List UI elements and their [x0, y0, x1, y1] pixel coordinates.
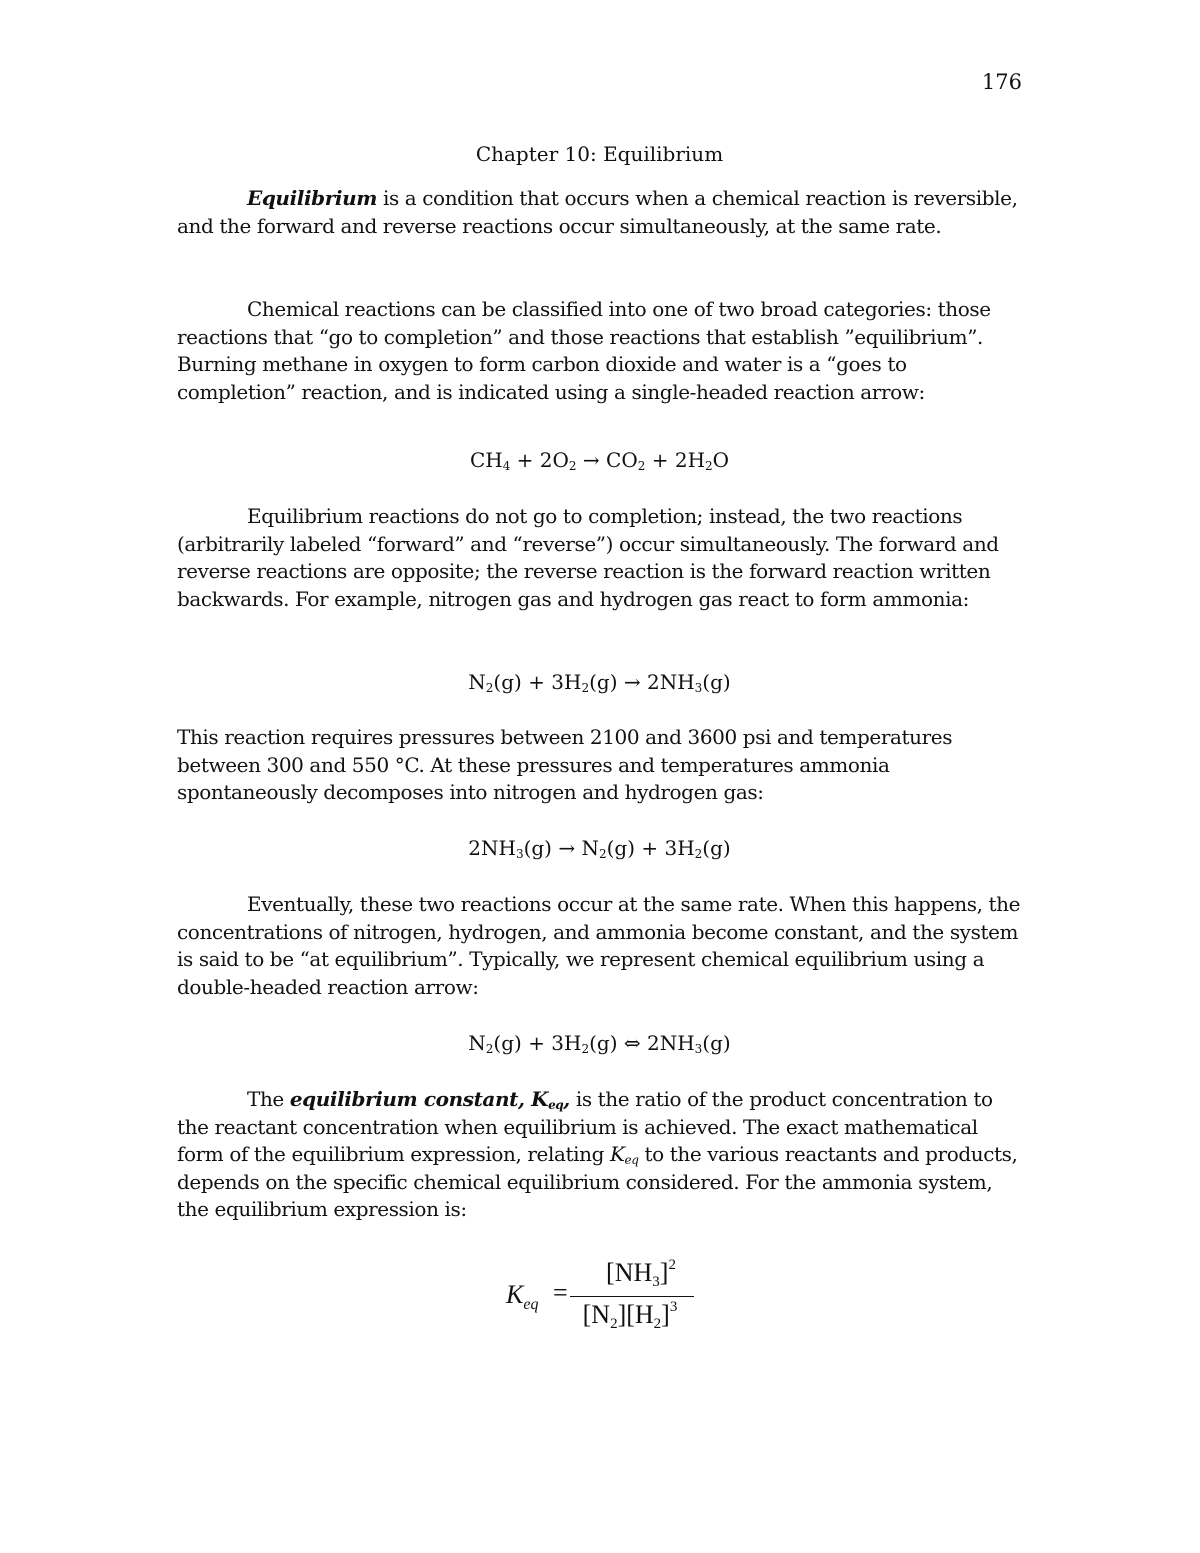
equilibrium-expression-formula	[500, 1258, 700, 1348]
term-equilibrium: Equilibrium	[247, 186, 377, 210]
formula-equals: =	[553, 1278, 568, 1307]
formula-numerator: $[NH_3]^2$	[606, 1257, 676, 1290]
chapter-title: Chapter 10: Equilibrium	[475, 142, 724, 166]
page-number: 176	[981, 70, 1022, 94]
formula-denominator: $[N_2][H_2]^3$	[582, 1299, 678, 1332]
equation-methane-combustion: $CH_4 + 2O_2 \to CO_2 + 2H_2O$	[469, 448, 730, 473]
paragraph-equilibrium-reactions: Equilibrium reactions do not go to completion; instead, the two reactions (arbitrarily labeled “forward” and “reverse”) occur simultaneously. The forward and reverse reactions are opposite; the reverse reaction is the forward reaction written backwards. For example, nitrogen gas and hydrogen gas react to form ammonia:	[177, 504, 999, 611]
paragraph-equilibrium-definition	[177, 185, 1022, 240]
paragraph-reaction-categories: Chemical reactions can be classified into one of two broad categories: those reactions that “go to completion” and those reactions that establish ”equilibrium”. Burning methane in oxygen to form carbon dioxide and water is a “goes to completion” reaction, and is indicated using a single-headed reaction arrow:	[177, 297, 991, 404]
equation-ammonia-forward: $N_2(g) + 3H_2(g) \to 2NH_3(g)$	[468, 670, 731, 695]
equation-ammonia-reverse: $2NH_3(g) \to N_2(g) + 3H_2(g)$	[468, 836, 731, 861]
term-equilibrium-constant: equilibrium constant, $K_{eq}$,	[289, 1087, 570, 1112]
symbol-keq: $K_{eq}$	[609, 1142, 639, 1167]
paragraph-equilibrium-constant: The equilibrium constant, $K_{eq}$, is the ratio of the product concentration to the reactant concentration when equilibrium is achieved. The exact mathematical form of the equilibrium expression, relating $K_{eq}$ to the various reactants and products, depends on the specific chemical equilibrium considered. For the ammonia system, the equilibrium expression is:	[177, 1087, 1018, 1221]
equation-ammonia-equilibrium: $N_2(g) + 3H_2(g)$ ⇔ $2NH_3(g)$	[468, 1031, 731, 1056]
formula-lhs: $K_{eq}$	[506, 1280, 539, 1313]
paragraph-equal-rates: Eventually, these two reactions occur at the same rate. When this happens, the concentrations of nitrogen, hydrogen, and ammonia become constant, and the system is said to be “at equilibrium”. Typically, we represent chemical equilibrium using a double-headed reaction arrow:	[177, 892, 1021, 999]
definition-text: is a condition that occurs when a chemical reaction is reversible, and the forward and reverse reactions occur simultaneously, at the same rate.	[177, 186, 1018, 238]
paragraph-reaction-conditions: This reaction requires pressures between 2100 and 3600 psi and temperatures between 300 and 550 °C. At these pressures and temperatures ammonia spontaneously decomposes into nitrogen and hydrogen gas:	[177, 725, 953, 804]
fraction-bar	[570, 1296, 694, 1297]
